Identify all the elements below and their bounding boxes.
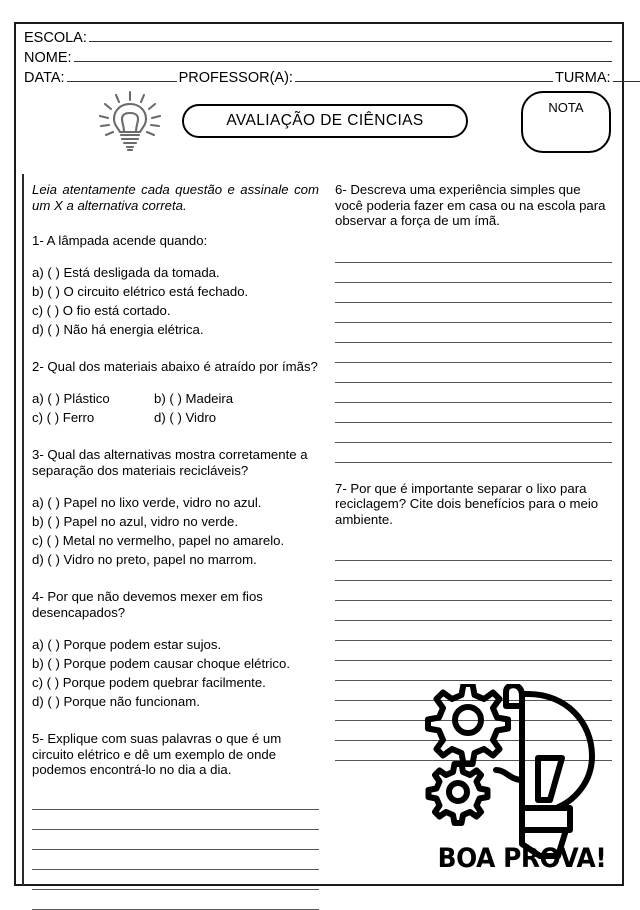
- escola-input-line[interactable]: [89, 28, 612, 42]
- answer-line[interactable]: [335, 621, 612, 641]
- answer-line[interactable]: [335, 343, 612, 363]
- answer-line[interactable]: [32, 790, 319, 810]
- answer-line[interactable]: [32, 890, 319, 910]
- answer-line[interactable]: [335, 423, 612, 443]
- answer-line[interactable]: [335, 403, 612, 423]
- turma-label: TURMA:: [554, 70, 611, 86]
- nome-label: NOME:: [24, 50, 72, 66]
- option-1d[interactable]: d) ( ) Não há energia elétrica.: [32, 322, 204, 337]
- nome-input-line[interactable]: [74, 48, 612, 62]
- question-3-text: 3- Qual das alternativas mostra corretamente a separação dos materiais recicláveis?: [32, 447, 308, 478]
- nota-label: NOTA: [548, 100, 584, 115]
- left-column: [22, 174, 327, 886]
- option-1b[interactable]: b) ( ) O circuito elétrico está fechado.: [32, 284, 249, 299]
- question-2-options-row-2: [32, 408, 319, 427]
- question-6-text: 6- Descreva uma experiência simples que você poderia fazer em casa ou na escola para observar a força de um ímã.: [334, 182, 606, 228]
- answer-line[interactable]: [335, 641, 612, 661]
- worksheet-page: [14, 22, 624, 886]
- question-2-options-row-1: [32, 389, 319, 408]
- data-label: DATA:: [24, 70, 65, 86]
- answer-line[interactable]: [32, 870, 319, 890]
- question-6-answer-lines[interactable]: [335, 243, 612, 463]
- question-5-answer-lines[interactable]: [32, 790, 319, 910]
- option-4b[interactable]: b) ( ) Porque podem causar choque elétrico.: [32, 656, 291, 671]
- nota-box[interactable]: [521, 91, 611, 153]
- option-3a[interactable]: a) ( ) Papel no lixo verde, vidro no azul.: [32, 495, 262, 510]
- question-1-options: [32, 263, 319, 339]
- escola-label: ESCOLA:: [24, 30, 87, 46]
- page-title-text: AVALIAÇÃO DE CIÊNCIAS: [226, 112, 424, 129]
- professor-label: PROFESSOR(A):: [178, 70, 293, 86]
- option-1c[interactable]: c) ( ) O fio está cortado.: [32, 303, 171, 318]
- nome-field-row: [24, 48, 614, 68]
- question-5-text: 5- Explique com suas palavras o que é um circuito elétrico e dê um exemplo de onde podemos encontrá-lo no dia a dia.: [32, 731, 282, 777]
- gear-large-icon: [428, 684, 508, 764]
- gear-small-icon: [429, 764, 488, 823]
- option-3d[interactable]: d) ( ) Vidro no preto, papel no marrom.: [32, 552, 257, 567]
- question-1-text: 1- A lâmpada acende quando:: [32, 233, 208, 248]
- student-info-header: [16, 24, 622, 88]
- answer-line[interactable]: [335, 243, 612, 263]
- option-3b[interactable]: b) ( ) Papel no azul, vidro no verde.: [32, 514, 238, 529]
- question-4-options: [32, 635, 319, 711]
- question-4-text: 4- Por que não devemos mexer em fios desencapados?: [32, 589, 263, 620]
- lightbulb-icon: [94, 90, 166, 154]
- option-4d[interactable]: d) ( ) Porque não funcionam.: [32, 694, 200, 709]
- page-title: [182, 104, 468, 138]
- answer-line[interactable]: [335, 283, 612, 303]
- option-2a[interactable]: a) ( ) Plástico: [32, 391, 110, 406]
- data-professor-turma-row: [24, 68, 614, 88]
- turma-input-line[interactable]: [613, 68, 640, 82]
- escola-field-row: [24, 28, 614, 48]
- question-3-options: [32, 493, 319, 569]
- option-4a[interactable]: a) ( ) Porque podem estar sujos.: [32, 637, 222, 652]
- option-4c[interactable]: c) ( ) Porque podem quebrar facilmente.: [32, 675, 266, 690]
- instructions-text: Leia atentamente cada questão e assinale com um X a alternativa correta.: [32, 182, 319, 213]
- answer-line[interactable]: [32, 810, 319, 830]
- answer-line[interactable]: [335, 363, 612, 383]
- boa-prova-caption: BOA PROVA!: [437, 843, 606, 874]
- answer-line[interactable]: [335, 541, 612, 561]
- question-2-options: [32, 389, 319, 427]
- title-band: [16, 88, 622, 160]
- answer-line[interactable]: [335, 303, 612, 323]
- option-1a[interactable]: a) ( ) Está desligada da tomada.: [32, 265, 220, 280]
- answer-line[interactable]: [335, 601, 612, 621]
- option-2b[interactable]: b) ( ) Madeira: [154, 391, 234, 406]
- answer-line[interactable]: [335, 443, 612, 463]
- option-2c[interactable]: c) ( ) Ferro: [32, 410, 95, 425]
- question-7-text: 7- Por que é importante separar o lixo para reciclagem? Cite dois benefícios para o meio ambiente.: [334, 480, 599, 527]
- answer-line[interactable]: [335, 323, 612, 343]
- answer-line[interactable]: [32, 850, 319, 870]
- data-input-line[interactable]: [67, 68, 177, 82]
- answer-line[interactable]: [335, 581, 612, 601]
- answer-line[interactable]: [335, 561, 612, 581]
- answer-line[interactable]: [335, 661, 612, 681]
- professor-input-line[interactable]: [295, 68, 553, 82]
- answer-line[interactable]: [335, 383, 612, 403]
- question-2-text: 2- Qual dos materiais abaixo é atraído por ímãs?: [32, 359, 318, 374]
- option-2d[interactable]: d) ( ) Vidro: [154, 410, 217, 425]
- answer-line[interactable]: [32, 830, 319, 850]
- answer-line[interactable]: [335, 263, 612, 283]
- option-3c[interactable]: c) ( ) Metal no vermelho, papel no amarelo.: [32, 533, 285, 548]
